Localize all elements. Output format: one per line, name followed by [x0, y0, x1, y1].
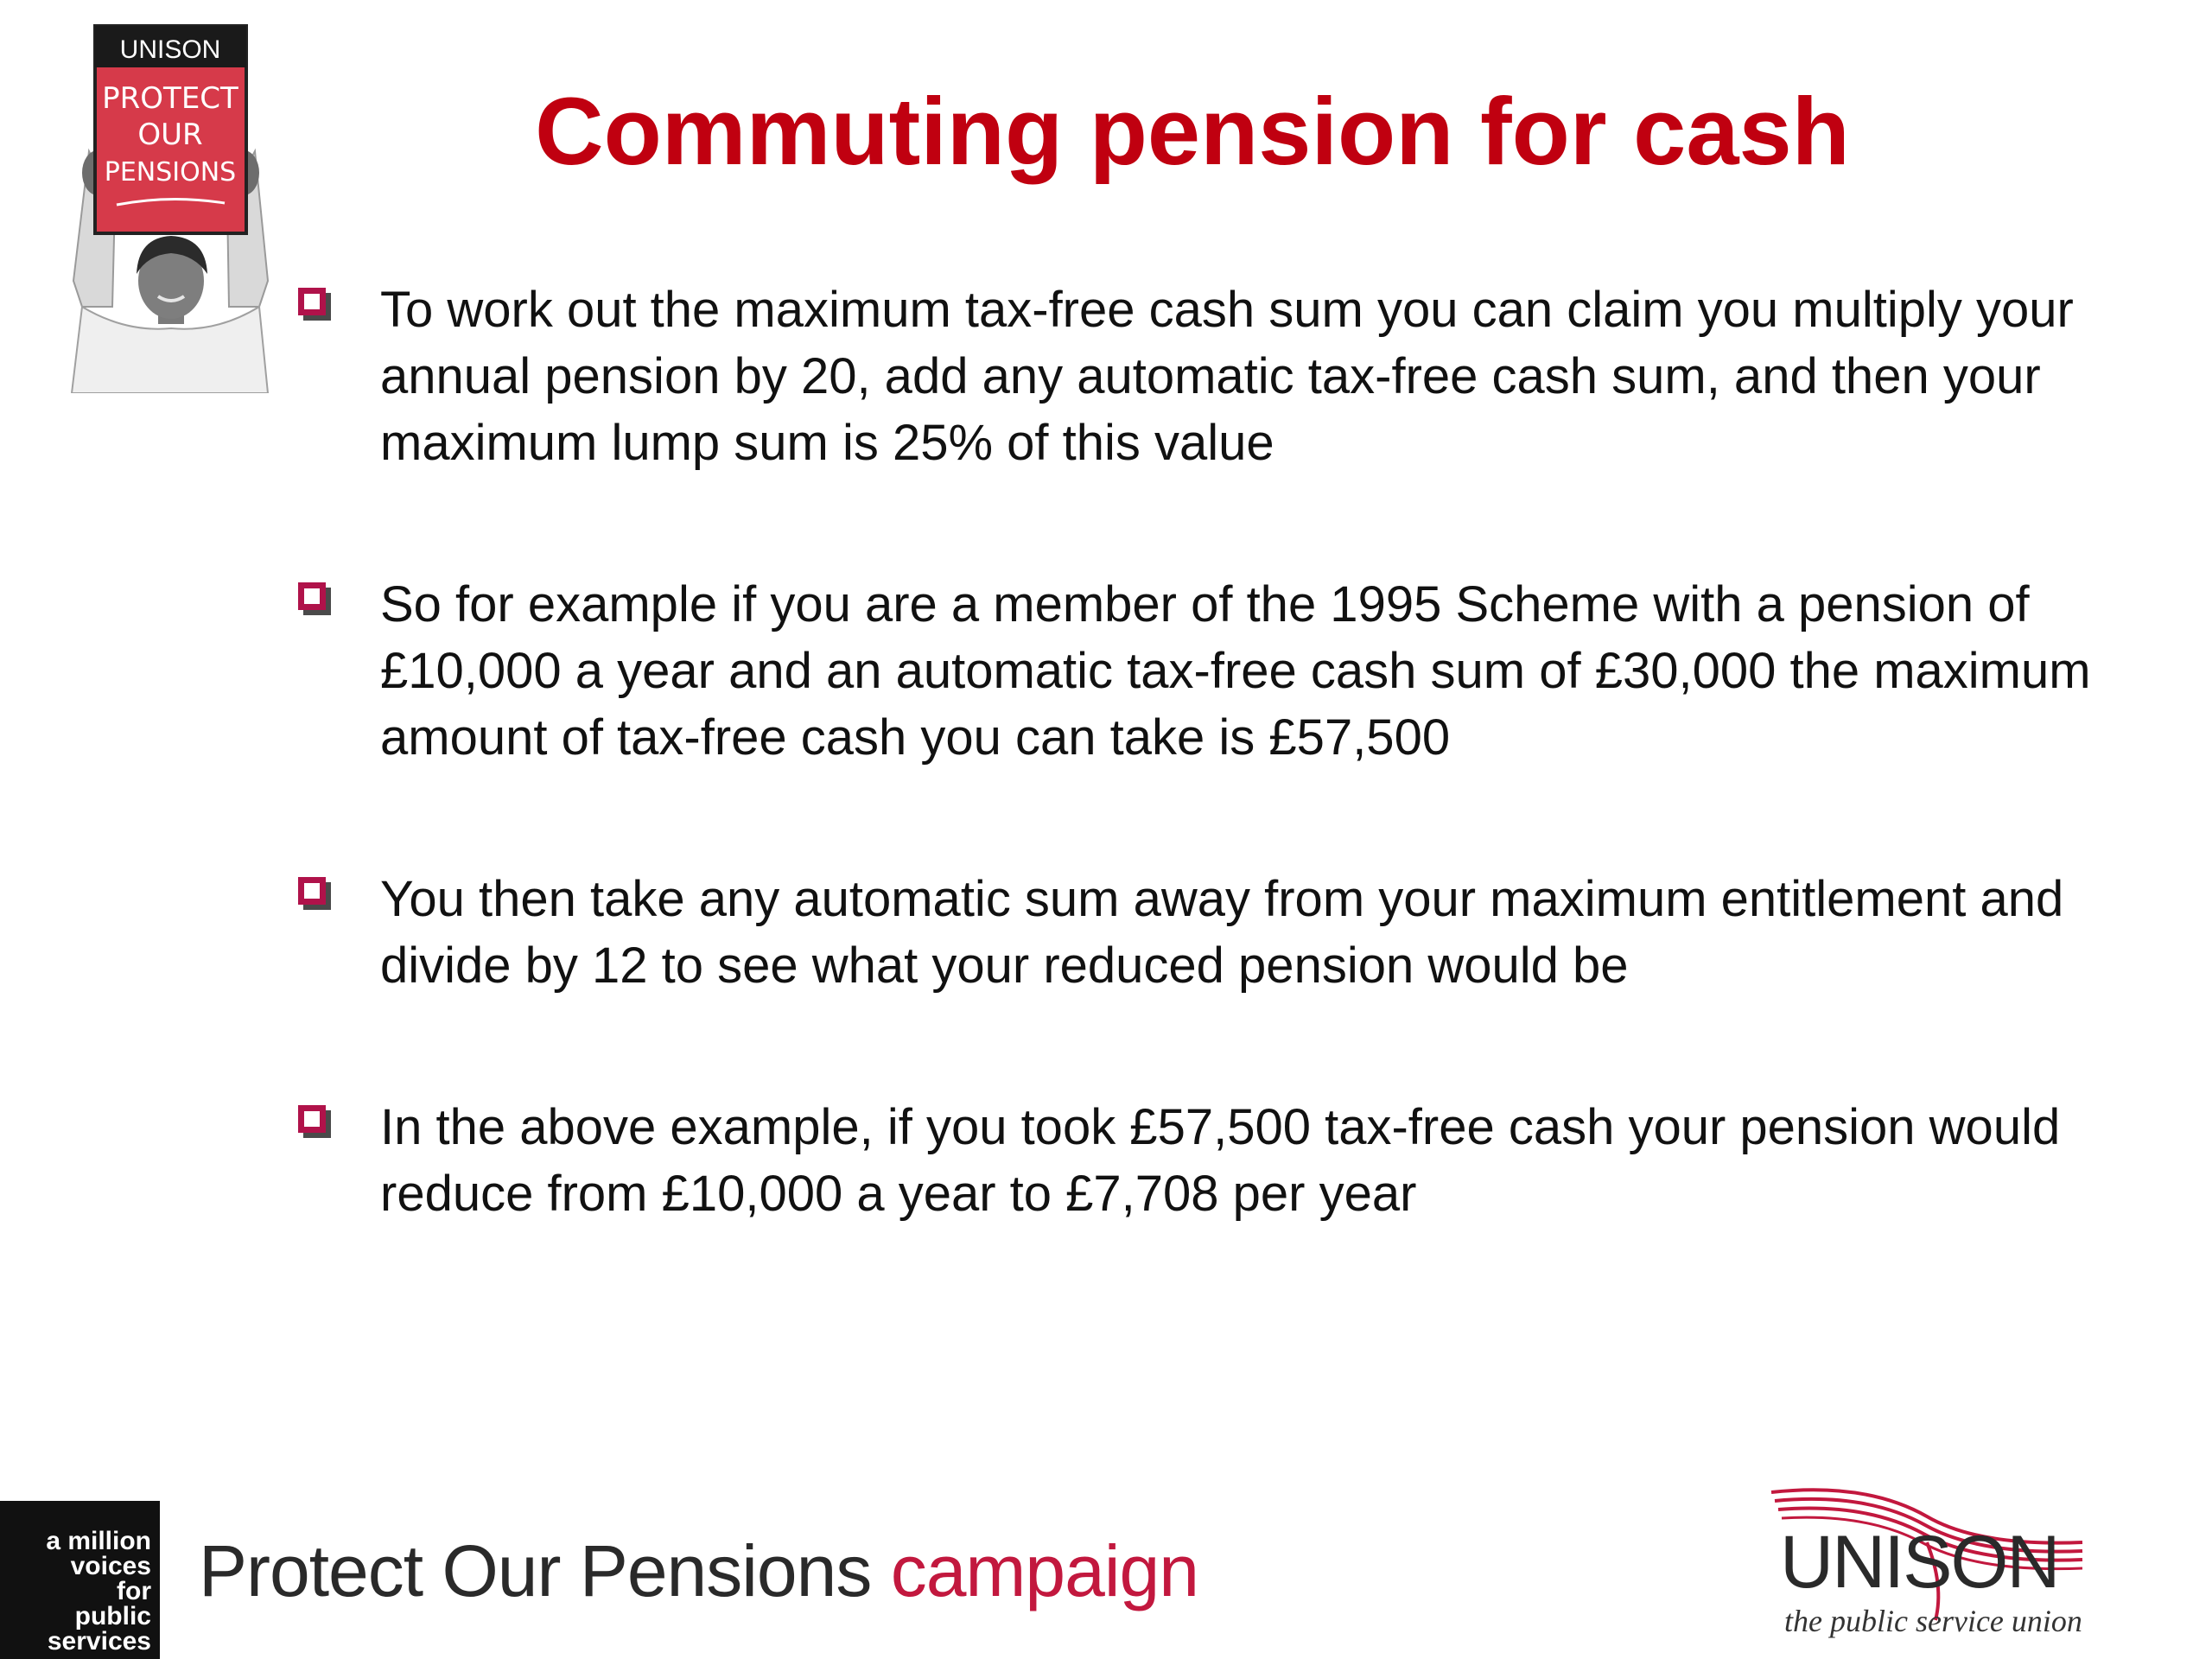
bullet-item: [294, 866, 2108, 999]
campaign-word: campaign: [890, 1530, 1198, 1611]
million-voices-logo: [0, 1501, 160, 1659]
unison-logo: [1763, 1473, 2091, 1646]
bullet-item: [294, 276, 2108, 476]
million-line: public: [74, 1602, 151, 1630]
bullet-item: [294, 571, 2108, 771]
bullet-list: [294, 276, 2108, 1227]
poster-org-text: UNISON: [119, 35, 221, 64]
campaign-name: Protect Our Pensions: [199, 1530, 872, 1611]
poster-line-2: OUR: [137, 118, 203, 152]
bullet-text: You then take any automatic sum away from your maximum entitlement and divide by 12 to see what your reduced pension would be: [380, 871, 2064, 994]
million-line: for: [117, 1577, 151, 1605]
campaign-banner: [199, 1528, 1198, 1615]
protect-pensions-poster-image: [48, 22, 294, 393]
poster-line-1: PROTECT: [102, 81, 238, 116]
poster-line-3: PENSIONS: [104, 157, 237, 188]
bullet-text: In the above example, if you took £57,500 tax-free cash your pension would reduce from £10,000 a year to £7,708 per year: [380, 1099, 2061, 1222]
checkbox-bullet-icon: [298, 1105, 326, 1133]
bullet-text: So for example if you are a member of the 1995 Scheme with a pension of £10,000 a year and an automatic tax-free cash sum of £30,000 the maximum amount of tax-free cash you can take is £57,500: [380, 576, 2091, 766]
unison-wordmark: UNISON: [1780, 1521, 2059, 1604]
checkbox-bullet-icon: [298, 288, 326, 315]
checkbox-bullet-icon: [298, 877, 326, 905]
million-line: a million: [46, 1527, 151, 1555]
checkbox-bullet-icon: [298, 582, 326, 610]
slide-title: Commuting pension for cash: [535, 79, 1850, 185]
unison-tagline: the public service union: [1784, 1604, 2082, 1638]
million-line: voices: [70, 1552, 151, 1580]
bullet-text: To work out the maximum tax-free cash sum you can claim you multiply your annual pension by 20, add any automatic tax-free cash sum, and then your maximum lump sum is 25% of this value: [380, 282, 2074, 471]
million-line: services: [47, 1627, 151, 1656]
bullet-item: [294, 1094, 2108, 1227]
